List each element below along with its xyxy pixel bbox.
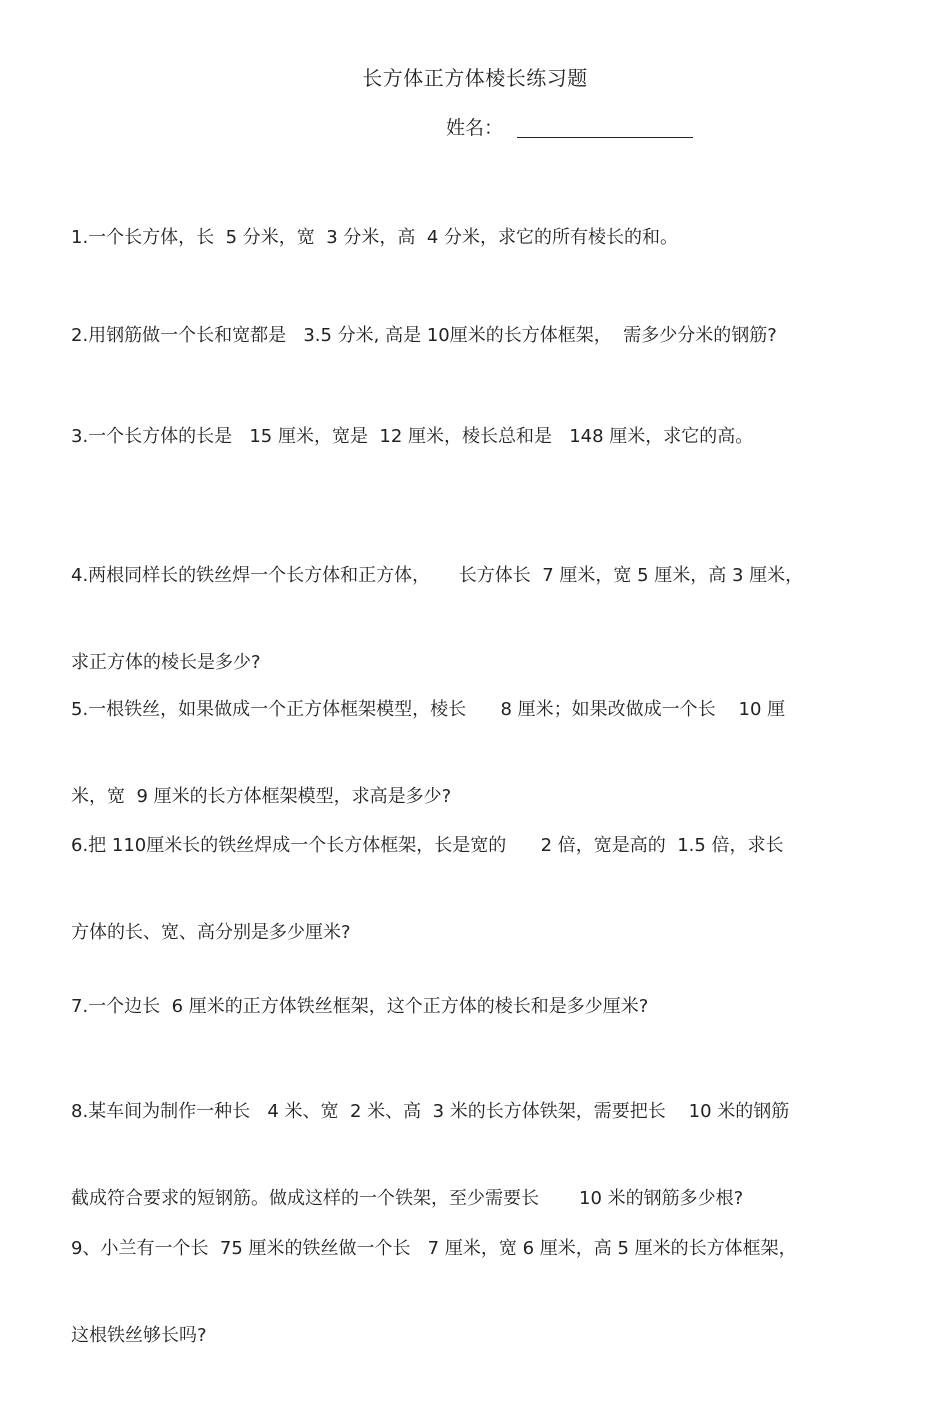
question-line: 2.用钢筋做一个长和宽都是 3.5 分米, 高是 10厘米的长方体框架， 需多少分米的钢筋? — [71, 325, 777, 346]
question-line: 5.一根铁丝，如果做成一个正方体框架模型，棱长 8 厘米；如果改做成一个长 10 厘 — [71, 699, 786, 720]
worksheet-title: 长方体正方体棱长练习题 — [362, 66, 588, 90]
question-line: 9、小兰有一个长 75 厘米的铁丝做一个长 7 厘米，宽 6 厘米，高 5 厘米的长方体框架， — [71, 1238, 797, 1259]
question-9 — [71, 1176, 891, 1408]
question-line: 求正方体的棱长是多少? — [71, 652, 261, 673]
question-line: 方体的长、宽、高分别是多少厘米? — [71, 922, 351, 943]
question-line: 7.一个边长 6 厘米的正方体铁丝框架，这个正方体的棱长和是多少厘米? — [71, 996, 649, 1017]
question-line: 6.把 110厘米长的铁丝焊成一个长方体框架，长是宽的 2 倍，宽是高的 1.5 倍，求长 — [71, 835, 784, 856]
question-3 — [71, 364, 891, 509]
name-label: 姓名： — [446, 117, 504, 139]
question-line: 4.两根同样长的铁丝焊一个长方体和正方体， 长方体长 7 厘米，宽 5 厘米，高 3 厘米， — [71, 565, 804, 586]
question-line: 1.一个长方体，长 5 分米，宽 3 分米，高 4 分米，求它的所有棱长的和。 — [71, 227, 679, 248]
question-line: 截成符合要求的短钢筋。做成这样的一个铁架，至少需要长 10 米的钢筋多少根? — [71, 1188, 744, 1209]
question-line: 米，宽 9 厘米的长方体框架模型，求高是多少? — [71, 786, 452, 807]
name-blank-line — [517, 137, 693, 138]
question-line: 8.某车间为制作一种长 4 米、宽 2 米、高 3 米的长方体铁架，需要把长 10 米的钢筋 — [71, 1101, 790, 1122]
question-line: 这根铁丝够长吗? — [71, 1325, 207, 1346]
question-line: 3.一个长方体的长是 15 厘米，宽是 12 厘米，棱长总和是 148 厘米，求它的高。 — [71, 426, 754, 447]
